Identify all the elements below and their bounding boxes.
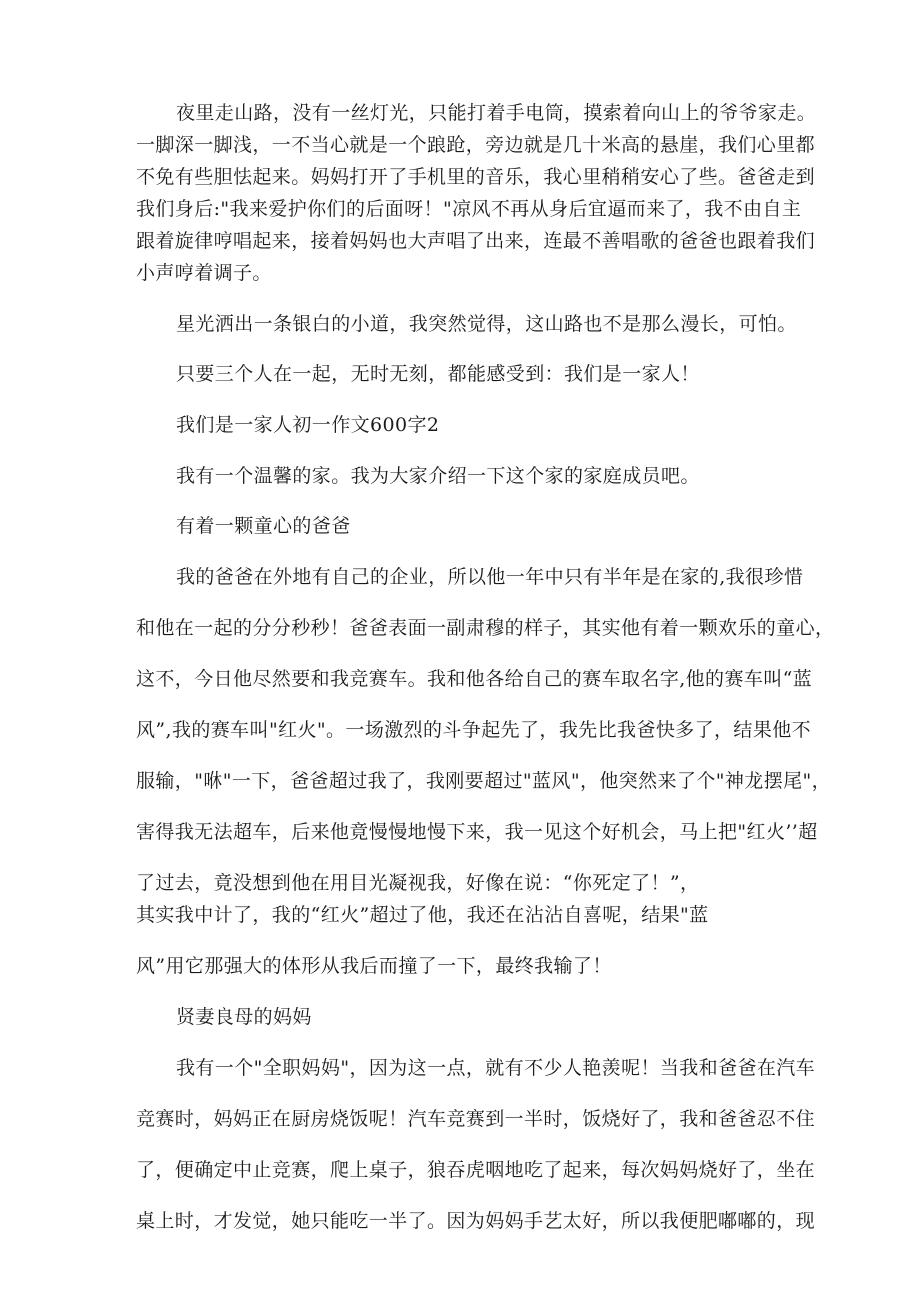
dad-paragraph-line-8: 其实我中计了，我的“红火”超过了他，我还在沾沾自喜呢，结果"蓝: [136, 904, 709, 926]
dad-paragraph-line-6: 害得我无法超车，后来他竟慢慢地慢下来，我一见这个好机会，马上把"红火’’超: [136, 821, 818, 843]
paragraph-1-line-2: 一脚深一脚浅，一不当心就是一个踉跄，旁边就是几十米高的悬崖，我们心里都: [136, 134, 816, 156]
dad-paragraph-line-9: 风”用它那强大的体形从我后而撞了一下，最终我输了！: [136, 955, 612, 977]
mom-paragraph-line-4: 桌上时，才发觉，她只能吃一半了。因为妈妈手艺太好，所以我便肥嘟嘟的，现: [136, 1210, 816, 1232]
dad-paragraph-line-7: 了过去，竟没想到他在用目光凝视我，好像在说：“你死定了！”，: [136, 872, 700, 894]
paragraph-2: 星光洒出一条银白的小道，我突然觉得，这山路也不是那么漫长，可怕。: [176, 313, 797, 335]
paragraph-1-line-4: 我们身后:"我来爱护你们的后面呀！"凉风不再从身后宜逼而来了，我不由自主: [136, 198, 802, 220]
mom-paragraph-line-1: 我有一个"全职妈妈"，因为这一点，就有不少人艳羡呢！当我和爸爸在汽车: [176, 1057, 816, 1079]
dad-paragraph-line-5: 服输，"咻"一下，爸爸超过我了，我刚要超过"蓝风"，他突然来了个"神龙摆尾"，: [136, 770, 832, 792]
subheading-dad: 有着一颗童心的爸爸: [176, 515, 351, 537]
dad-paragraph-line-3: 这不，今日他尽然要和我竞赛车。我和他各给自己的赛车取名字,他的赛车叫“蓝: [136, 668, 813, 690]
paragraph-3: 只要三个人在一起，无时无刻，都能感受到：我们是一家人！: [176, 363, 700, 385]
essay-heading: 我们是一家人初一作文600字2: [176, 414, 440, 436]
dad-paragraph-line-1: 我的爸爸在外地有自己的企业，所以他一年中只有半年是在家的,我很珍惜: [176, 566, 804, 588]
mom-paragraph-line-3: 了，便确定中止竞赛，爬上桌子，狼吞虎咽地吃了起来，每次妈妈烧好了，坐在: [136, 1159, 816, 1181]
paragraph-1-line-3: 不免有些胆怯起来。妈妈打开了手机里的音乐，我心里稍稍安心了些。爸爸走到: [136, 166, 816, 188]
paragraph-4: 我有一个温馨的家。我为大家介绍一下这个家的家庭成员吧。: [176, 465, 700, 487]
dad-paragraph-line-4: 风”,我的赛车叫"红火"。一场激烈的斗争起先了，我先比我爸快多了，结果他不: [136, 719, 812, 741]
paragraph-1-line-5: 跟着旋律哼唱起来，接着妈妈也大声唱了出来，连最不善唱歌的爸爸也跟着我们: [136, 230, 816, 252]
paragraph-1-line-1: 夜里走山路，没有一丝灯光，只能打着手电筒，摸索着向山上的爷爷家走。: [176, 102, 817, 124]
mom-paragraph-line-2: 竞赛时，妈妈正在厨房烧饭呢！汽车竞赛到一半时，饭烧好了，我和爸爸忍不住: [136, 1108, 816, 1130]
dad-paragraph-line-2: 和他在一起的分分秒秒！爸爸表面一副肃穆的样子，其实他有着一颗欢乐的童心，: [136, 617, 835, 639]
paragraph-1-line-6: 小声哼着调子。: [136, 262, 272, 284]
subheading-mom: 贤妻良母的妈妈: [176, 1006, 312, 1028]
